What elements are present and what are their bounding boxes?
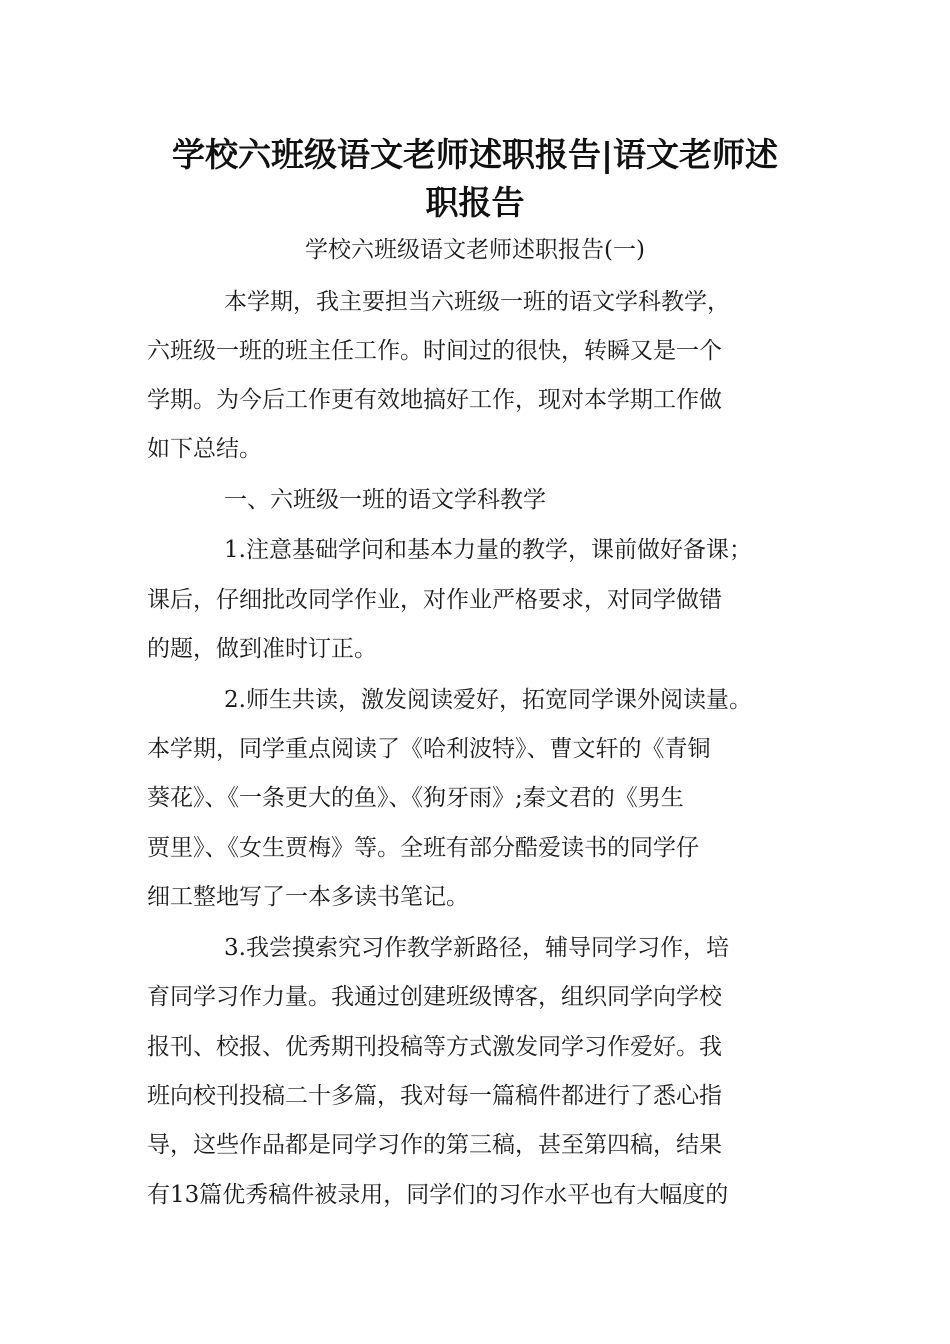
paragraph-line: 细工整地写了一本多读书笔记。: [147, 884, 469, 910]
paragraph-line: 有13篇优秀稿件被录用，同学们的习作水平也有大幅度的: [147, 1182, 729, 1208]
paragraph-line: 育同学习作力量。我通过创建班级博客，组织同学向学校: [147, 984, 722, 1010]
document-subtitle: 学校六班级语文老师述职报告(一): [305, 237, 645, 263]
paragraph-line: 2.师生共读，激发阅读爱好，拓宽同学课外阅读量。: [224, 687, 752, 713]
paragraph-line: 贾里》、《女生贾梅》等。全班有部分酷爱读书的同学仔: [147, 835, 699, 861]
paragraph-line: 如下总结。: [147, 436, 262, 462]
paragraph-line: 1.注意基础学问和基本力量的教学，课前做好备课；: [224, 537, 752, 563]
paragraph-line: 导，这些作品都是同学习作的第三稿，甚至第四稿，结果: [147, 1132, 722, 1158]
paragraph-line: 葵花》、《一条更大的鱼》、《狗牙雨》;秦文君的《男生: [147, 785, 684, 811]
paragraph-line: 班向校刊投稿二十多篇，我对每一篇稿件都进行了悉心指: [147, 1083, 722, 1109]
section-heading: 一、六班级一班的语文学科教学: [224, 487, 546, 513]
paragraph-line: 的题，做到准时订正。: [147, 636, 377, 662]
paragraph-line: 课后，仔细批改同学作业，对作业严格要求，对同学做错: [147, 587, 722, 613]
paragraph-line: 本学期，我主要担当六班级一班的语文学科教学，: [224, 289, 730, 315]
paragraph-line: 3.我尝摸索究习作教学新路径，辅导同学习作，培: [224, 935, 729, 961]
document-title-line-2: 职报告: [425, 183, 525, 222]
paragraph-line: 六班级一班的班主任工作。时间过的很快，转瞬又是一个: [147, 338, 722, 364]
paragraph-line: 本学期，同学重点阅读了《哈利波特》、曹文轩的《青铜: [147, 736, 711, 762]
document-title-line-1: 学校六班级语文老师述职报告|语文老师述: [171, 135, 779, 174]
paragraph-line: 报刊、校报、优秀期刊投稿等方式激发同学习作爱好。我: [147, 1034, 722, 1060]
paragraph-line: 学期。为今后工作更有效地搞好工作，现对本学期工作做: [147, 387, 722, 413]
